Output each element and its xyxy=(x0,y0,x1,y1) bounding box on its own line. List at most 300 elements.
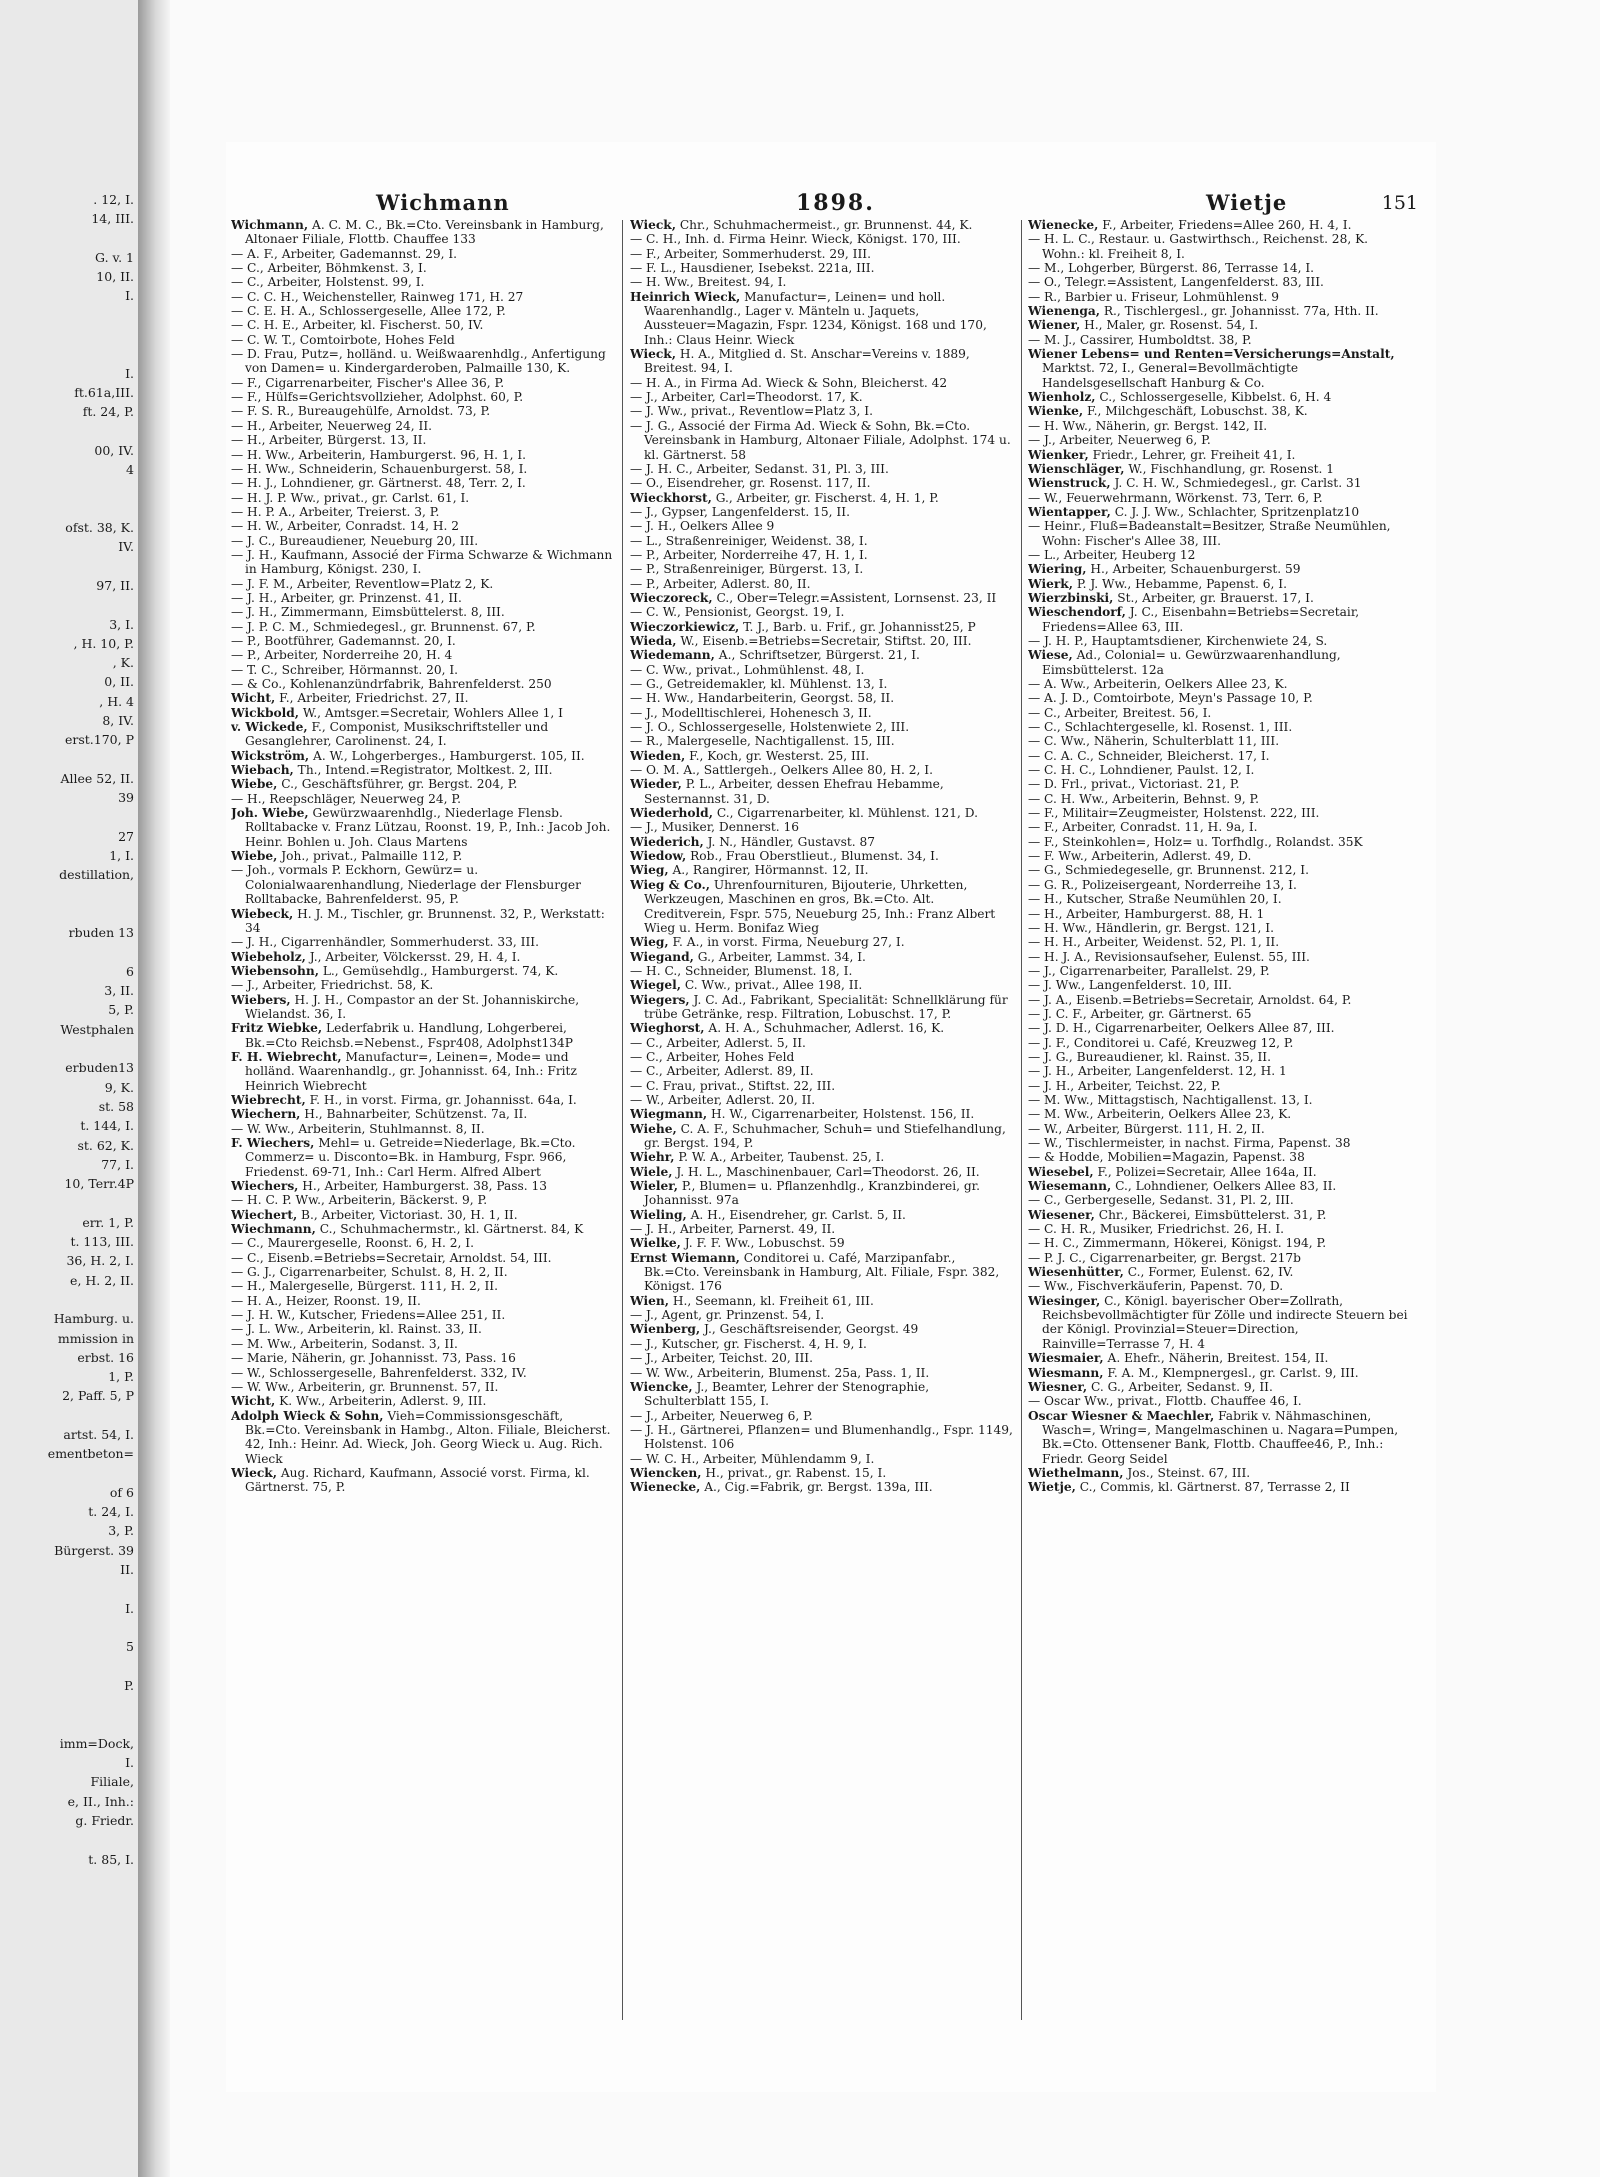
directory-entry xyxy=(630,691,1014,705)
directory-entry xyxy=(630,605,1014,619)
entry-details: — Ww., Fischverkäuferin, Papenst. 70, D. xyxy=(1028,1279,1284,1294)
directory-entry xyxy=(630,562,1014,576)
previous-page-line: t. 144, I. xyxy=(80,1118,134,1134)
entry-name: Wiesner, xyxy=(1028,1379,1088,1394)
entry-details: J. C., Eisenbahn=Betriebs=Secretair, Friedens=Allee 63, III. xyxy=(1042,605,1360,634)
entry-details: — C. A. C., Schneider, Bleicherst. 17, I. xyxy=(1028,748,1270,763)
directory-entry xyxy=(1028,1236,1412,1250)
directory-entry xyxy=(630,1251,1014,1294)
entry-details: F., Polizei=Secretair, Allee 164a, II. xyxy=(1093,1164,1317,1179)
directory-entry xyxy=(1028,1036,1412,1050)
entry-details: — G., Schmiedegeselle, gr. Brunnenst. 212, I. xyxy=(1028,863,1309,878)
entry-details: — F. L., Hausdiener, Isebekst. 221a, III. xyxy=(630,261,875,276)
entry-details: — H. A., in Firma Ad. Wieck & Sohn, Bleicherst. 42 xyxy=(630,375,948,390)
entry-details: Ad., Colonial= u. Gewürzwaarenhandlung, Eimsbüttelerst. 12a xyxy=(1042,648,1341,677)
entry-details: H., Seemann, kl. Freiheit 61, III. xyxy=(668,1293,874,1308)
directory-entry xyxy=(1028,1222,1412,1236)
directory-entry xyxy=(231,1394,615,1408)
directory-entry xyxy=(1028,1179,1412,1193)
header-year: 1898. xyxy=(796,190,875,216)
directory-entry xyxy=(231,390,615,404)
entry-name: Wiederich, xyxy=(630,834,704,849)
directory-entry xyxy=(231,1236,615,1250)
previous-page-line: . 12, I. xyxy=(93,192,134,207)
directory-entry xyxy=(1028,1208,1412,1222)
entry-details: J., Arbeiter, Völckersst. 29, H. 4, I. xyxy=(305,949,521,964)
directory-entry xyxy=(1028,1394,1412,1408)
entry-details: — F., Arbeiter, Sommerhuderst. 29, III. xyxy=(630,246,871,261)
entry-details: — M. Ww., Arbeiterin, Sodanst. 3, II. xyxy=(231,1336,458,1351)
previous-page-line: II. xyxy=(120,1562,134,1578)
directory-entry xyxy=(630,232,1014,246)
directory-entry xyxy=(1028,390,1412,404)
entry-details: C., Königl. bayerischer Ober=Zollrath, Reichsbevollmächtigter für Zölle und indirecte Steuern bei der Königl. Provinzial=Steuer=Direction, Rainville=Terrasse 7, H. 4 xyxy=(1042,1293,1408,1351)
directory-entry xyxy=(231,763,615,777)
directory-entry xyxy=(630,1351,1014,1365)
entry-name: Wiebach, xyxy=(231,763,294,778)
previous-page-line xyxy=(0,1464,134,1483)
directory-entry xyxy=(1028,1251,1412,1265)
directory-entry xyxy=(231,907,615,936)
entry-details: — A. J. D., Comtoirbote, Meyn's Passage 10, P. xyxy=(1028,691,1313,706)
entry-details: — C. W. T., Comtoirbote, Hohes Feld xyxy=(231,332,455,347)
entry-details: K. Ww., Arbeiterin, Adlerst. 9, III. xyxy=(275,1394,487,1409)
entry-details: — C. H. R., Musiker, Friedrichst. 26, H. I. xyxy=(1028,1222,1285,1237)
entry-details: — J. H. C., Arbeiter, Sedanst. 31, Pl. 3, III. xyxy=(630,461,889,476)
entry-name: Wieg, xyxy=(630,935,669,950)
entry-details: H. A., Mitglied d. St. Anschar=Vereins v. 1889, Breitest. 94, I. xyxy=(644,347,970,376)
entry-details: L., Gemüsehdlg., Hamburgerst. 74, K. xyxy=(318,963,559,978)
entry-name: Wieck, xyxy=(630,347,676,362)
directory-entry xyxy=(630,1222,1014,1236)
entry-name: Ernst Wiemann, xyxy=(630,1250,740,1265)
entry-details: — M. Ww., Mittagstisch, Nachtigallenst. 13, I. xyxy=(1028,1092,1313,1107)
directory-entry xyxy=(630,1480,1014,1494)
directory-entry xyxy=(630,763,1014,777)
directory-entry xyxy=(1028,1294,1412,1351)
entry-details: — C. H. Ww., Arbeiterin, Behnst. 9, P. xyxy=(1028,791,1260,806)
entry-details: F., Arbeiter, Friedens=Allee 260, H. 4, I. xyxy=(1098,218,1352,232)
entry-details: — F., Arbeiter, Conradst. 11, H. 9a, I. xyxy=(1028,820,1258,835)
entry-details: — Marie, Näherin, gr. Johannisst. 73, Pass. 16 xyxy=(231,1351,516,1366)
previous-page-line xyxy=(0,229,134,248)
directory-entry xyxy=(630,950,1014,964)
previous-page-line: 10, Terr.4P xyxy=(64,1176,134,1192)
entry-details: — C. Ww., privat., Lohmühlenst. 48, I. xyxy=(630,662,865,677)
entry-details: — H. A., Heizer, Roonst. 19, II. xyxy=(231,1293,421,1308)
entry-details: P. W. A., Arbeiter, Taubenst. 25, I. xyxy=(674,1150,885,1165)
directory-entry xyxy=(1028,261,1412,275)
entry-details: A. H. A., Schuhmacher, Adlerst. 16, K. xyxy=(704,1021,945,1036)
directory-entry xyxy=(231,1251,615,1265)
previous-page-line: 8, IV. xyxy=(102,713,134,729)
entry-name: Oscar Wiesner & Maechler, xyxy=(1028,1408,1215,1423)
entry-details: T. J., Barb. u. Frif., gr. Johannisst25, P xyxy=(739,619,976,634)
directory-entry xyxy=(231,1351,615,1365)
directory-entry xyxy=(231,1208,615,1222)
previous-page-line: ft. 24, P. xyxy=(82,404,134,420)
entry-name: Heinrich Wieck, xyxy=(630,289,741,304)
directory-entry xyxy=(630,1308,1014,1322)
previous-page-line: G. v. 1 xyxy=(95,249,134,265)
entry-details: — M. Ww., Arbeiterin, Oelkers Allee 23, K. xyxy=(1028,1107,1292,1122)
entry-details: — C., Arbeiter, Adlerst. 5, II. xyxy=(630,1035,806,1050)
directory-entry xyxy=(630,835,1014,849)
directory-column-3 xyxy=(1028,218,1412,1495)
directory-entry xyxy=(630,1466,1014,1480)
entry-details: F. A. M., Klempnergesl., gr. Carlst. 9, III. xyxy=(1103,1365,1359,1380)
entry-details: Friedr., Lehrer, gr. Freiheit 41, I. xyxy=(1088,447,1296,462)
entry-details: — J., Musiker, Dennerst. 16 xyxy=(630,820,800,835)
entry-details: — F., Cigarrenarbeiter, Fischer's Allee 36, P. xyxy=(231,375,505,390)
entry-details: — H. W., Arbeiter, Conradst. 14, H. 2 xyxy=(231,519,460,534)
entry-details: J. N., Händler, Gustavst. 87 xyxy=(703,834,875,849)
directory-entry xyxy=(1028,505,1412,519)
directory-page xyxy=(226,142,1436,2092)
entry-details: Manufactur=, Leinen=, Mode= und holländ. Waarenhandlg., gr. Johannisst. 64, Inh.: Fritz Heinrich Wiebrecht xyxy=(245,1049,577,1093)
directory-entry xyxy=(630,347,1014,376)
entry-details: A., Rangirer, Hörmannst. 12, II. xyxy=(668,863,869,878)
directory-entry xyxy=(231,1409,615,1466)
column-divider xyxy=(622,220,623,2020)
entry-details: H., Arbeiter, Hamburgerst. 38, Pass. 13 xyxy=(298,1179,548,1194)
directory-entry xyxy=(630,1122,1014,1151)
directory-entry xyxy=(630,777,1014,806)
entry-details: Marktst. 72, I., General=Bevollmächtigte Handelsgesellschaft Hanburg & Co. xyxy=(1042,361,1299,390)
entry-details: Manufactur=, Leinen= und holl. Waarenhandlg., Lager v. Mänteln u. Jaquets, Aussteuer=Magazin, Fspr. 1234, Königst. 168 und 170, Inh.: Claus Heinr. Wieck xyxy=(644,289,987,347)
entry-details: — F., Steinkohlen=, Holz= u. Torfhdlg., Rolandst. 35K xyxy=(1028,834,1363,849)
directory-entry xyxy=(1028,605,1412,634)
entry-details: Chr., Schuhmachermeist., gr. Brunnenst. 44, K. xyxy=(675,218,973,232)
previous-page-line: t. 113, III. xyxy=(70,1234,134,1250)
previous-page-line: I. xyxy=(125,1755,134,1771)
directory-entry xyxy=(231,333,615,347)
directory-entry xyxy=(1028,1021,1412,1035)
entry-details: — P., Bootführer, Gademannst. 20, I. xyxy=(231,633,456,648)
entry-details: Gewürzwaarenhdlg., Niederlage Flensb. Rolltabacke v. Franz Lützau, Roonst. 19, P., Inh.: Jacob Joh. Heinr. Bohlen u. Joh. Claus Martens xyxy=(245,806,611,849)
column-divider xyxy=(1021,220,1022,2020)
entry-name: v. Wickede, xyxy=(231,720,308,735)
directory-entry xyxy=(231,218,615,247)
directory-entry xyxy=(630,505,1014,519)
directory-entry xyxy=(231,1193,615,1207)
directory-entry xyxy=(1028,591,1412,605)
entry-details: St., Arbeiter, gr. Brauerst. 17, I. xyxy=(1113,590,1314,605)
entry-details: — J. C., Bureaudiener, Neueburg 20, III. xyxy=(231,533,479,548)
entry-name: Wiener Lebens= und Renten=Versicherungs=Anstalt, xyxy=(1028,347,1395,362)
previous-page-line: IV. xyxy=(118,539,134,555)
directory-entry xyxy=(231,376,615,390)
entry-details: J., Geschäftsreisender, Georgst. 49 xyxy=(700,1322,919,1337)
directory-entry xyxy=(231,634,615,648)
entry-details: C. A. F., Schuhmacher, Schuh= und Stiefelhandlung, gr. Bergst. 194, P. xyxy=(644,1121,1006,1150)
entry-name: Wiebers, xyxy=(231,992,291,1007)
entry-name: Wieck, xyxy=(231,1465,277,1480)
entry-name: Wiebensohn, xyxy=(231,963,319,978)
entry-name: Wicht, xyxy=(231,691,276,706)
entry-details: — L., Straßenreiniger, Weidenst. 38, I. xyxy=(630,533,868,548)
entry-details: — C., Gerbergeselle, Sedanst. 31, Pl. 2, III. xyxy=(1028,1193,1294,1208)
directory-entry xyxy=(1028,433,1412,447)
directory-entry xyxy=(630,1236,1014,1250)
entry-details: — J. G., Bureaudiener, kl. Rainst. 35, II. xyxy=(1028,1049,1271,1064)
entry-name: Wienker, xyxy=(1028,447,1089,462)
directory-entry xyxy=(1028,706,1412,720)
directory-entry xyxy=(231,1222,615,1236)
entry-details: J. C. Ad., Fabrikant, Specialität: Schnellklärung für trübe Getränke, resp. Filtration, Lobuschst. 17, P. xyxy=(644,992,1008,1021)
entry-details: Vieh=Commissionsgeschäft, Bk.=Cto. Vereinsbank in Hambg., Alton. Filiale, Bleicherst. 42, Inh.: Heinr. Ad. Wieck, Joh. Georg Wieck u. Aug. Rich. Wieck xyxy=(245,1408,611,1466)
entry-name: Wienholz, xyxy=(1028,390,1096,405)
previous-page-line xyxy=(0,479,134,498)
directory-entry xyxy=(630,1021,1014,1035)
entry-name: Wiebe, xyxy=(231,777,278,792)
directory-entry xyxy=(231,433,615,447)
directory-entry xyxy=(231,318,615,332)
entry-details: — H., Arbeiter, Bürgerst. 13, II. xyxy=(231,433,427,448)
entry-details: — J. H., Cigarrenhändler, Sommerhuderst. 33, III. xyxy=(231,935,539,950)
entry-details: — H., Malergeselle, Bürgerst. 111, H. 2, II. xyxy=(231,1279,498,1294)
entry-details: A., Schriftsetzer, Bürgerst. 21, I. xyxy=(714,648,920,663)
entry-details: — F., Hülfs=Gerichtsvollzieher, Adolphst. 60, P. xyxy=(231,390,524,405)
directory-entry xyxy=(231,605,615,619)
directory-entry xyxy=(1028,347,1412,390)
entry-details: — H. C. P. Ww., Arbeiterin, Bäckerst. 9, P. xyxy=(231,1193,488,1208)
entry-details: — J. Ww., Langenfelderst. 10, III. xyxy=(1028,978,1232,993)
directory-entry xyxy=(630,720,1014,734)
entry-details: — P., Arbeiter, Norderreihe 47, H. 1, I. xyxy=(630,547,868,562)
directory-entry xyxy=(630,419,1014,462)
entry-details: — C., Arbeiter, Hohes Feld xyxy=(630,1049,795,1064)
entry-details: G., Arbeiter, Lammst. 34, I. xyxy=(693,949,866,964)
entry-details: — C., Schlachtergeselle, kl. Rosenst. 1, III. xyxy=(1028,720,1293,735)
directory-entry xyxy=(630,1150,1014,1164)
directory-entry xyxy=(231,1179,615,1193)
directory-entry xyxy=(1028,1136,1412,1150)
entry-details: — J., Arbeiter, Neuerweg 6, P. xyxy=(1028,433,1211,448)
entry-details: — J. H., Arbeiter, Parnerst. 49, II. xyxy=(630,1222,836,1237)
entry-details: — P., Arbeiter, Adlerst. 80, II. xyxy=(630,576,811,591)
directory-entry xyxy=(1028,1409,1412,1466)
entry-name: Wiesemann, xyxy=(1028,1179,1112,1194)
entry-details: — M. J., Cassirer, Humboldtst. 38, P. xyxy=(1028,332,1252,347)
directory-entry xyxy=(630,1294,1014,1308)
directory-entry xyxy=(1028,993,1412,1007)
entry-details: — C. H. E., Arbeiter, kl. Fischerst. 50, IV. xyxy=(231,318,484,333)
directory-entry xyxy=(231,935,615,949)
entry-details: — J. C. F., Arbeiter, gr. Gärtnerst. 65 xyxy=(1028,1006,1252,1021)
previous-page-line: 3, II. xyxy=(104,983,134,999)
entry-name: Wiegers, xyxy=(630,992,690,1007)
previous-page-line: I. xyxy=(125,365,134,381)
directory-entry xyxy=(231,1279,615,1293)
directory-entry xyxy=(231,534,615,548)
directory-entry xyxy=(231,1021,615,1050)
entry-details: Th., Intend.=Registrator, Moltkest. 2, III. xyxy=(293,763,553,778)
entry-details: — D. Frl., privat., Victoriast. 21, P. xyxy=(1028,777,1240,792)
directory-entry xyxy=(1028,806,1412,820)
entry-details: C., Schlossergeselle, Kibbelst. 6, H. 4 xyxy=(1095,390,1332,405)
entry-name: Wieczorkiewicz, xyxy=(630,619,740,634)
directory-entry xyxy=(1028,892,1412,906)
entry-details: — H., Reepschläger, Neuerweg 24, P. xyxy=(231,791,461,806)
entry-details: C., Former, Eulenst. 62, IV. xyxy=(1123,1265,1294,1280)
directory-entry xyxy=(231,1294,615,1308)
entry-details: — J. F. M., Arbeiter, Reventlow=Platz 2, K. xyxy=(231,576,494,591)
entry-details: F., Koch, gr. Westerst. 25, III. xyxy=(685,748,870,763)
entry-details: — W., Feuerwehrmann, Wörkenst. 73, Terr. 6, P. xyxy=(1028,490,1323,505)
previous-page-line: Bürgerst. 39 xyxy=(54,1542,134,1558)
entry-details: — C. E. H. A., Schlossergeselle, Allee 172, P. xyxy=(231,304,506,319)
entry-details: F., Arbeiter, Friedrichst. 27, II. xyxy=(275,691,469,706)
directory-entry xyxy=(231,1122,615,1136)
entry-name: Wiebrecht, xyxy=(231,1092,306,1107)
previous-page-line: 14, III. xyxy=(91,211,134,227)
previous-page-line: 6 xyxy=(126,963,134,979)
previous-page-line: erbuden13 xyxy=(65,1060,134,1076)
entry-name: Wichmann, xyxy=(231,218,309,232)
entry-name: Wiencke, xyxy=(630,1379,693,1394)
directory-entry xyxy=(231,1337,615,1351)
directory-column-2 xyxy=(630,218,1014,1495)
entry-name: Wieler, xyxy=(630,1179,679,1194)
entry-name: Wiering, xyxy=(1028,562,1087,577)
previous-page-line xyxy=(0,325,134,344)
directory-entry xyxy=(1028,720,1412,734)
previous-page-line: Hamburg. u. xyxy=(53,1311,134,1327)
directory-entry xyxy=(231,978,615,992)
previous-page-line: 2, Paff. 5, P xyxy=(62,1388,134,1404)
directory-entry xyxy=(1028,232,1412,261)
previous-page-line xyxy=(0,1290,134,1309)
previous-page-line: , H. 10, P. xyxy=(73,635,134,651)
entry-details: — C., Arbeiter, Holstenst. 99, I. xyxy=(231,275,425,290)
previous-page-line: , H. 4 xyxy=(99,693,134,709)
previous-page-line: destillation, xyxy=(59,867,134,883)
entry-details: W., Eisenb.=Betriebs=Secretair, Stiftst. 20, III. xyxy=(676,633,972,648)
directory-entry xyxy=(1028,577,1412,591)
entry-details: — J. D. H., Cigarrenarbeiter, Oelkers Allee 87, III. xyxy=(1028,1021,1335,1036)
directory-entry xyxy=(630,519,1014,533)
previous-page-line: 5, P. xyxy=(108,1002,134,1018)
entry-details: A. Ehefr., Näherin, Breitest. 154, II. xyxy=(1103,1351,1329,1366)
previous-page-line xyxy=(0,499,134,518)
entry-name: Wiechmann, xyxy=(231,1222,316,1237)
directory-entry xyxy=(630,978,1014,992)
previous-page-line xyxy=(0,1039,134,1058)
entry-details: — C., Arbeiter, Böhmkenst. 3, I. xyxy=(231,261,427,276)
directory-entry xyxy=(231,404,615,418)
entry-details: W., Amtsger.=Secretair, Wohlers Allee 1, I xyxy=(299,705,563,720)
entry-details: F. A., in vorst. Firma, Neueburg 27, I. xyxy=(668,935,905,950)
directory-entry xyxy=(630,935,1014,949)
directory-entry xyxy=(1028,820,1412,834)
entry-details: — C., Arbeiter, Adlerst. 89, II. xyxy=(630,1064,814,1079)
directory-entry xyxy=(630,1409,1014,1423)
directory-entry xyxy=(630,1036,1014,1050)
entry-name: Wieczoreck, xyxy=(630,590,713,605)
entry-details: — W. Ww., Arbeiterin, Blumenst. 25a, Pass. 1, II. xyxy=(630,1365,930,1380)
entry-name: Wieden, xyxy=(630,748,686,763)
directory-entry xyxy=(630,548,1014,562)
directory-entry xyxy=(1028,304,1412,318)
directory-entry xyxy=(231,304,615,318)
directory-entry xyxy=(1028,978,1412,992)
entry-details: G., Arbeiter, gr. Fischerst. 4, H. 1, P. xyxy=(711,490,939,505)
entry-details: — P. J. C., Cigarrenarbeiter, gr. Bergst. 217b xyxy=(1028,1250,1301,1265)
directory-entry xyxy=(630,677,1014,691)
previous-page-line: , K. xyxy=(112,655,134,671)
directory-entry xyxy=(231,1308,615,1322)
entry-details: — J. H. P., Hauptamtsdiener, Kirchenwiete 24, S. xyxy=(1028,633,1328,648)
entry-details: — H. Ww., Näherin, gr. Bergst. 142, II. xyxy=(1028,418,1268,433)
directory-entry xyxy=(1028,749,1412,763)
entry-details: — J. A., Eisenb.=Betriebs=Secretair, Arnoldst. 64, P. xyxy=(1028,992,1352,1007)
directory-entry xyxy=(231,1050,615,1093)
previous-page-line: t. 24, I. xyxy=(88,1504,134,1520)
previous-page-line: 1, P. xyxy=(108,1369,134,1385)
entry-name: Wiebeholz, xyxy=(231,949,306,964)
directory-column-1 xyxy=(231,218,615,1495)
entry-details: — C. Frau, privat., Stiftst. 22, III. xyxy=(630,1078,836,1093)
previous-page-strip xyxy=(0,0,170,2177)
previous-page-line: st. 58 xyxy=(98,1098,134,1114)
directory-entry xyxy=(1028,1150,1412,1164)
directory-entry xyxy=(1028,275,1412,289)
previous-page-line: 00, IV. xyxy=(94,442,134,458)
directory-entry xyxy=(231,648,615,662)
previous-page-line: mmission in xyxy=(57,1330,134,1346)
previous-page-line: imm=Dock, xyxy=(59,1735,134,1751)
directory-entry xyxy=(231,290,615,304)
previous-page-line: Allee 52, II. xyxy=(60,770,134,786)
entry-details: A. H., Eisendreher, gr. Carlst. 5, II. xyxy=(686,1207,906,1222)
directory-entry xyxy=(630,806,1014,820)
entry-name: Fritz Wiebke, xyxy=(231,1021,323,1036)
directory-entry xyxy=(630,491,1014,505)
directory-entry xyxy=(1028,1007,1412,1021)
directory-entry xyxy=(231,849,615,863)
previous-page-line xyxy=(0,750,134,769)
entry-details: — C., Arbeiter, Breitest. 56, I. xyxy=(1028,705,1212,720)
directory-entry xyxy=(231,347,615,376)
entry-details: — T. C., Schreiber, Hörmannst. 20, I. xyxy=(231,662,459,677)
entry-details: Lederfabrik u. Handlung, Lohgerberei, Bk.=Cto Reichsb.=Nebenst., Fspr408, Adolphst134P xyxy=(245,1021,573,1050)
directory-entry xyxy=(1028,491,1412,505)
entry-details: — W., Arbeiter, Bürgerst. 111, H. 2, II. xyxy=(1028,1121,1265,1136)
entry-details: — O. M. A., Sattlergeh., Oelkers Allee 80, H. 2, I. xyxy=(630,763,933,778)
directory-entry xyxy=(231,577,615,591)
entry-name: Wienstruck, xyxy=(1028,476,1111,491)
entry-name: Wiechern, xyxy=(231,1107,301,1122)
entry-name: Wiener, xyxy=(1028,318,1081,333)
entry-details: J. H. L., Maschinenbauer, Carl=Theodorst. 26, II. xyxy=(672,1164,980,1179)
previous-page-line: e, II., Inh.: xyxy=(67,1793,134,1809)
directory-entry xyxy=(1028,1093,1412,1107)
directory-entry xyxy=(1028,734,1412,748)
directory-entry xyxy=(630,404,1014,418)
directory-entry xyxy=(1028,562,1412,576)
directory-entry xyxy=(1028,1107,1412,1121)
previous-page-line xyxy=(0,1830,134,1849)
entry-details: — C. C. H., Weichensteller, Rainweg 171, H. 27 xyxy=(231,289,524,304)
previous-page-line xyxy=(0,422,134,441)
entry-name: Wiese, xyxy=(1028,648,1073,663)
entry-details: — J. H., Kaufmann, Associé der Firma Schwarze & Wichmann in Hamburg, Königst. 230, I. xyxy=(231,547,613,577)
previous-page-line xyxy=(0,1618,134,1637)
directory-entry xyxy=(1028,448,1412,462)
entry-details: — J. H. W., Kutscher, Friedens=Allee 251, II. xyxy=(231,1308,506,1323)
directory-entry xyxy=(231,548,615,577)
